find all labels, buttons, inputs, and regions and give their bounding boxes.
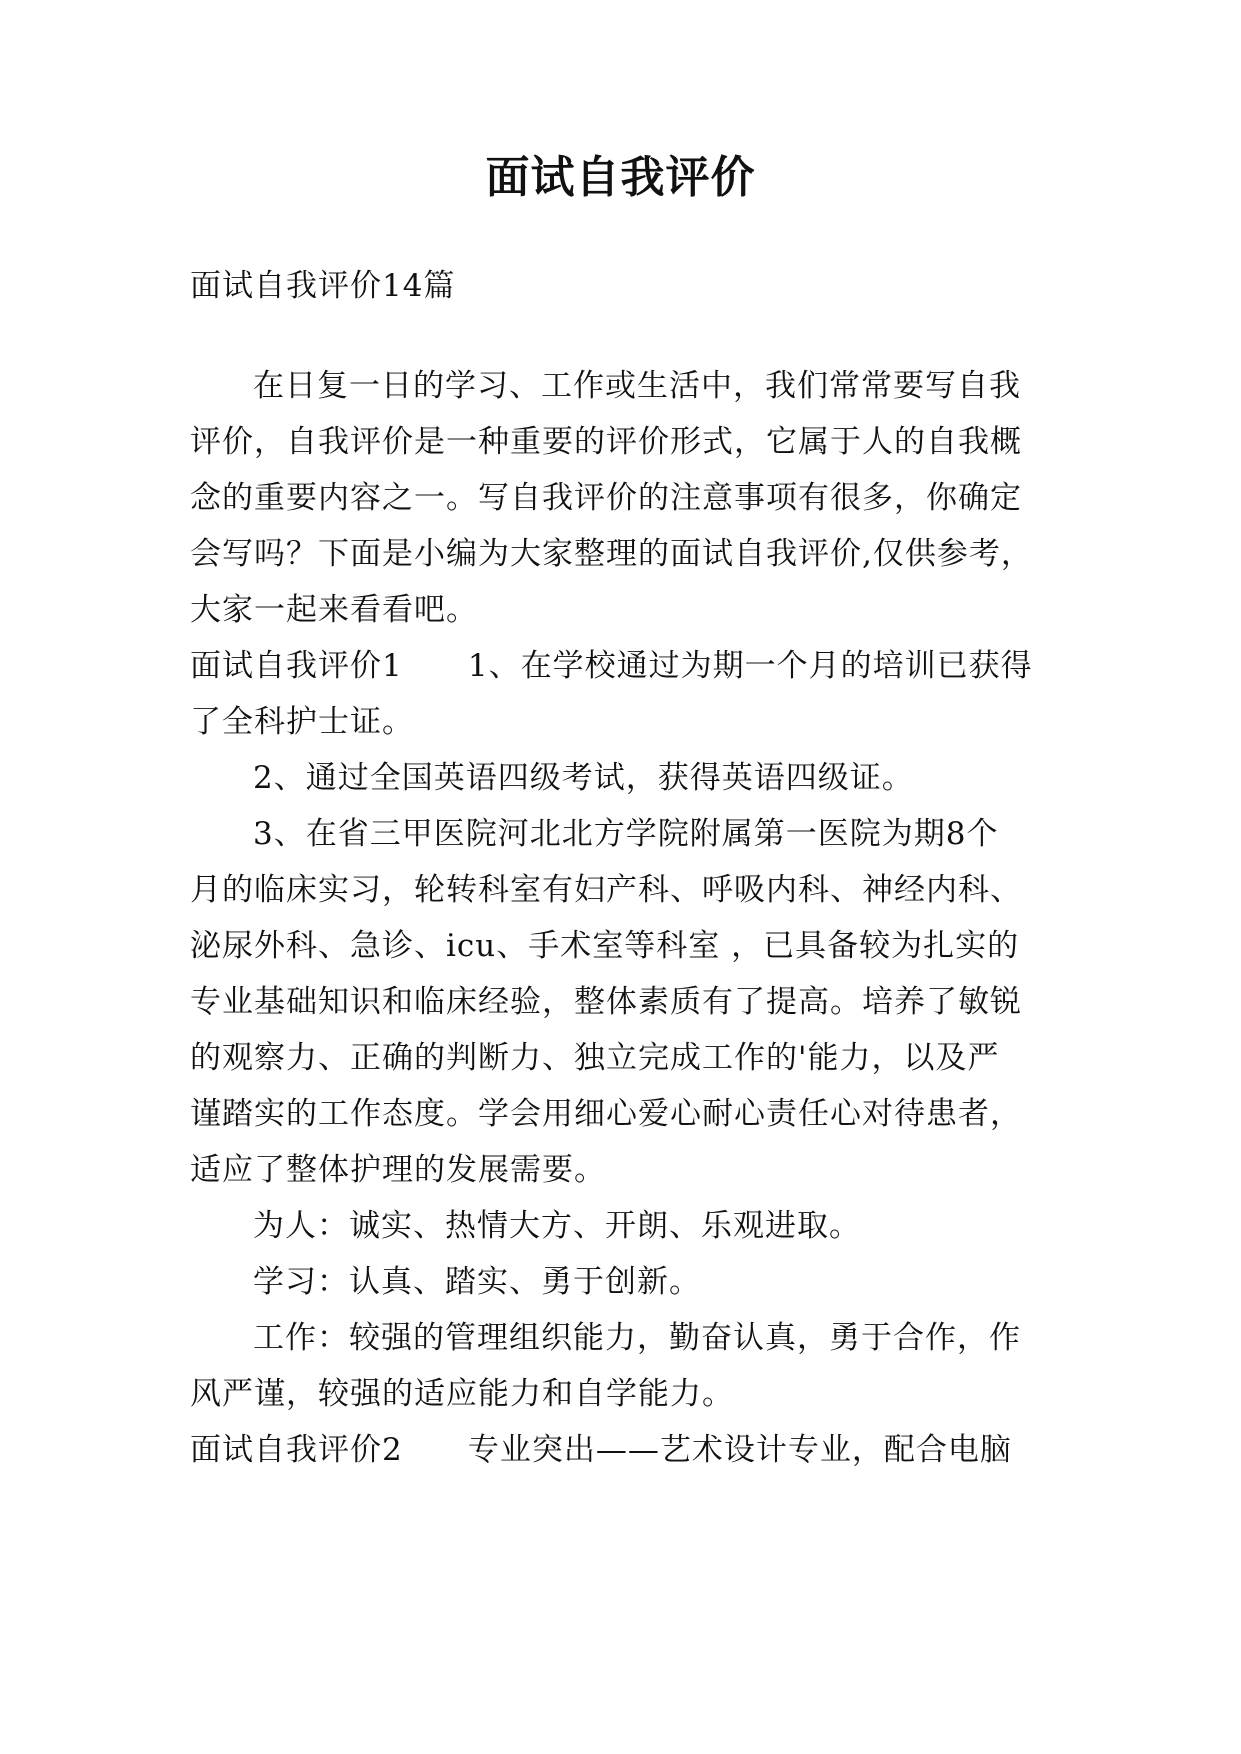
paragraph-line: 大家一起来看看吧。 [190, 592, 478, 628]
paragraph-line: 泌尿外科、急诊、icu、手术室等科室 ，已具备较为扎实的 [190, 928, 1020, 964]
paragraph-line: 月的临床实习，轮转科室有妇产科、呼吸内科、神经内科、 [190, 872, 1022, 908]
paragraph-line: 3、在省三甲医院河北北方学院附属第一医院为期8个 [253, 816, 999, 852]
paragraph-line: 2、通过全国英语四级考试，获得英语四级证。 [253, 760, 914, 796]
paragraph-line: 专业基础知识和临床经验，整体素质有了提高。培养了敏锐 [190, 984, 1022, 1020]
paragraph-line: 为人：诚实、热情大方、开朗、乐观进取。 [253, 1208, 861, 1244]
document-title: 面试自我评价 [485, 152, 756, 203]
paragraph-line: 工作：较强的管理组织能力，勤奋认真，勇于合作，作 [253, 1320, 1021, 1356]
paragraph-line: 学习：认真、踏实、勇于创新。 [253, 1264, 701, 1300]
paragraph-line: 念的重要内容之一。写自我评价的注意事项有很多，你确定 [190, 480, 1022, 516]
paragraph-line: 在日复一日的学习、工作或生活中，我们常常要写自我 [253, 368, 1021, 404]
subtitle-line: 面试自我评价14篇 [190, 268, 456, 304]
paragraph-line: 了全科护士证。 [190, 704, 414, 740]
paragraph-line: 适应了整体护理的发展需要。 [190, 1152, 606, 1188]
section-heading-line: 面试自我评价2 专业突出——艺术设计专业，配合电脑 [190, 1432, 1012, 1468]
section-heading-line: 面试自我评价1 1、在学校通过为期一个月的培训已获得 [190, 648, 1033, 684]
paragraph-line: 评价，自我评价是一种重要的评价形式，它属于人的自我概 [190, 424, 1022, 460]
paragraph-line: 的观察力、正确的判断力、独立完成工作的'能力，以及严 [190, 1040, 1000, 1076]
paragraph-line: 谨踏实的工作态度。学会用细心爱心耐心责任心对待患者， [190, 1096, 1022, 1132]
paragraph-line: 会写吗？下面是小编为大家整理的面试自我评价,仅供参考， [190, 536, 1033, 572]
paragraph-line: 风严谨，较强的适应能力和自学能力。 [190, 1376, 734, 1412]
